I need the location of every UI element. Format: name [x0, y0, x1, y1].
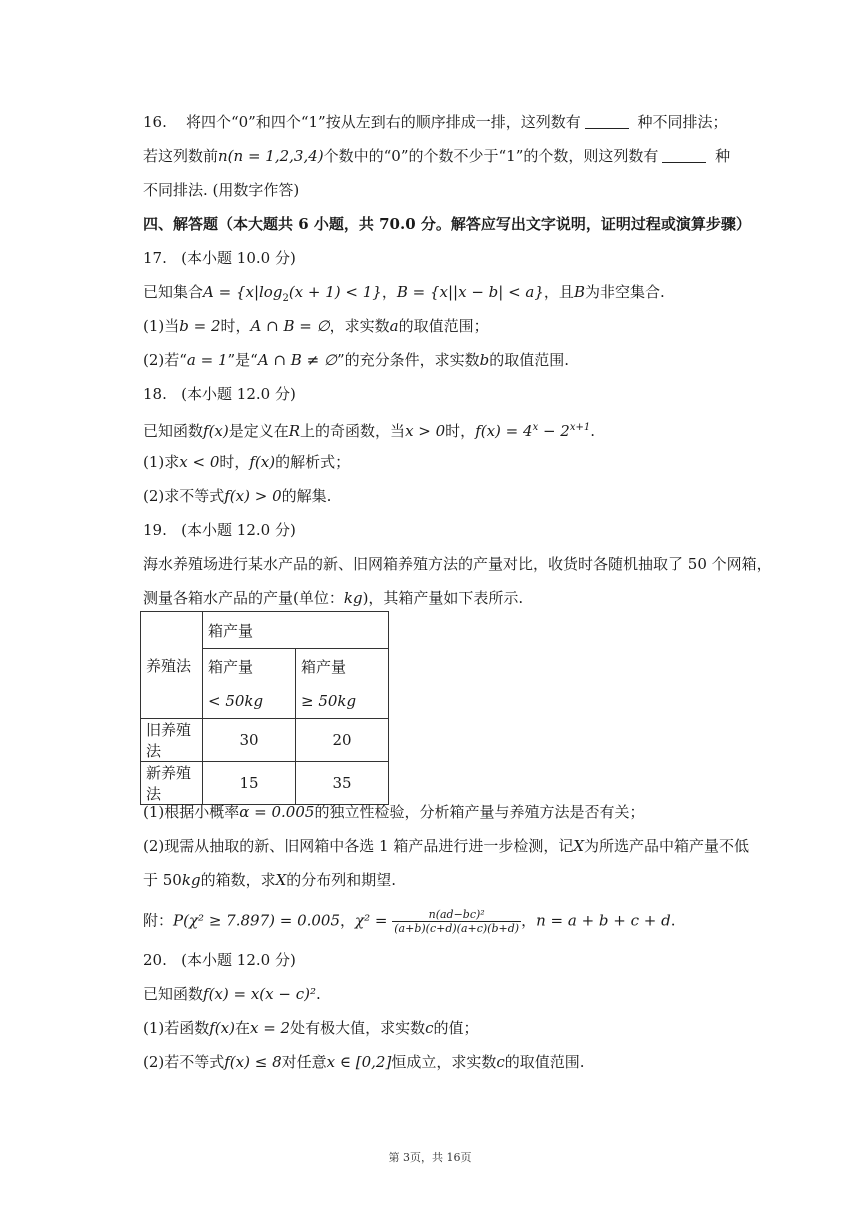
table-row: 新养殖法 15 35	[141, 762, 389, 805]
q20-stem: 已知函数f(x) = x(x − c)².	[143, 985, 321, 1003]
q19-part2-line2: 于 50kg的箱数，求X的分布列和期望.	[143, 871, 397, 889]
q20-part2: (2)若不等式f(x) ≤ 8对任意x ∈ [0,2]恒成立，求实数c的取值范围.	[143, 1053, 585, 1071]
q19-stem-1: 海水养殖场进行某水产品的新、旧网箱养殖方法的产量对比，收货时各随机抽取了 50 个网箱，	[143, 555, 772, 573]
q19-stem-2: 测量各箱水产品的产量(单位：kg)，其箱产量如下表所示.	[143, 589, 524, 607]
q19-part1: (1)根据小概率α = 0.005的独立性检验，分析箱产量与养殖方法是否有关；	[143, 803, 645, 821]
table-col-1: 箱产量 < 50kg	[203, 649, 296, 719]
q20-part1: (1)若函数f(x)在x = 2处有极大值，求实数c的值；	[143, 1019, 479, 1037]
q17-part2: (2)若“a = 1”是“A ∩ B ≠ ∅”的充分条件，求实数b的取值范围.	[143, 351, 570, 369]
table-row-header: 养殖法	[141, 612, 203, 719]
section-title: 四、解答题（本大题共 6 小题，共 70.0 分。解答应写出文字说明，证明过程或演算步骤）	[143, 215, 751, 233]
q20-header: 20. (本小题 12.0 分)	[143, 951, 296, 969]
q19-header: 19. (本小题 12.0 分)	[143, 521, 296, 539]
chi-square-fraction: $\frac{\text{n(ad−bc)²}}{(a+b)(c+d)(a+c)(b+d)}$	[394, 908, 520, 935]
q16-line1	[143, 112, 728, 132]
q17-part1: (1)当b = 2时，A ∩ B = ∅，求实数a的取值范围；	[143, 317, 489, 335]
q17-number: 17.	[143, 249, 167, 267]
table-col-2: 箱产量 ≥ 50kg	[296, 649, 389, 719]
q18-part2: (2)求不等式f(x) > 0的解集.	[143, 487, 332, 505]
q16-text: 种	[715, 147, 731, 165]
page-footer: 第 3页，共 16页	[388, 1151, 472, 1164]
q19-appendix: 附：P(χ² ≥ 7.897) = 0.005，χ² = $\frac{\text{n(ad−bc)²}}{(a+b)(c+d)(a+c)(b+d)}$ ，n = a + b + c + d.	[143, 908, 676, 935]
q19-part2-line1: (2)现需从抽取的新、旧网箱中各选 1 箱产品进行进一步检测，记X为所选产品中箱产量不低	[143, 837, 750, 855]
q17-score: (本小题 10.0 分)	[181, 249, 296, 267]
q16-text: 个数中的“0”的个数不少于“1”的个数，则这列数有	[323, 147, 659, 165]
q18-stem: 已知函数f(x)是定义在R上的奇函数，当x > 0时，$f(x) = 4^x - 2^{x+1}$.	[143, 422, 596, 440]
q16-text: 种不同排法；	[637, 113, 728, 131]
q18-part1: (1)求x < 0时，f(x)的解析式；	[143, 453, 351, 471]
q17-stem: 已知集合$A = \{x|\log_2(x + 1) < 1\}$，B = {x||x − b| < a}，且B为非空集合.	[143, 283, 665, 304]
table-col-group: 箱产量	[203, 612, 389, 649]
q16-number: 16.	[143, 113, 167, 131]
q16-math: n(n = 1,2,3,4)	[218, 147, 324, 165]
q17-header	[143, 248, 296, 268]
q18-header: 18. (本小题 12.0 分)	[143, 385, 296, 403]
yield-table	[140, 611, 389, 805]
q16-line3: 不同排法. (用数字作答)	[143, 181, 300, 199]
answer-blank-2[interactable]	[662, 148, 706, 163]
q16-line2	[143, 146, 730, 166]
q16-text: 将四个“0”和四个“1”按从左到右的顺序排成一排，这列数有	[185, 113, 581, 131]
table-row: 旧养殖法 30 20	[141, 719, 389, 762]
answer-blank-1[interactable]	[585, 114, 629, 129]
q16-text: 若这列数前	[143, 147, 219, 165]
